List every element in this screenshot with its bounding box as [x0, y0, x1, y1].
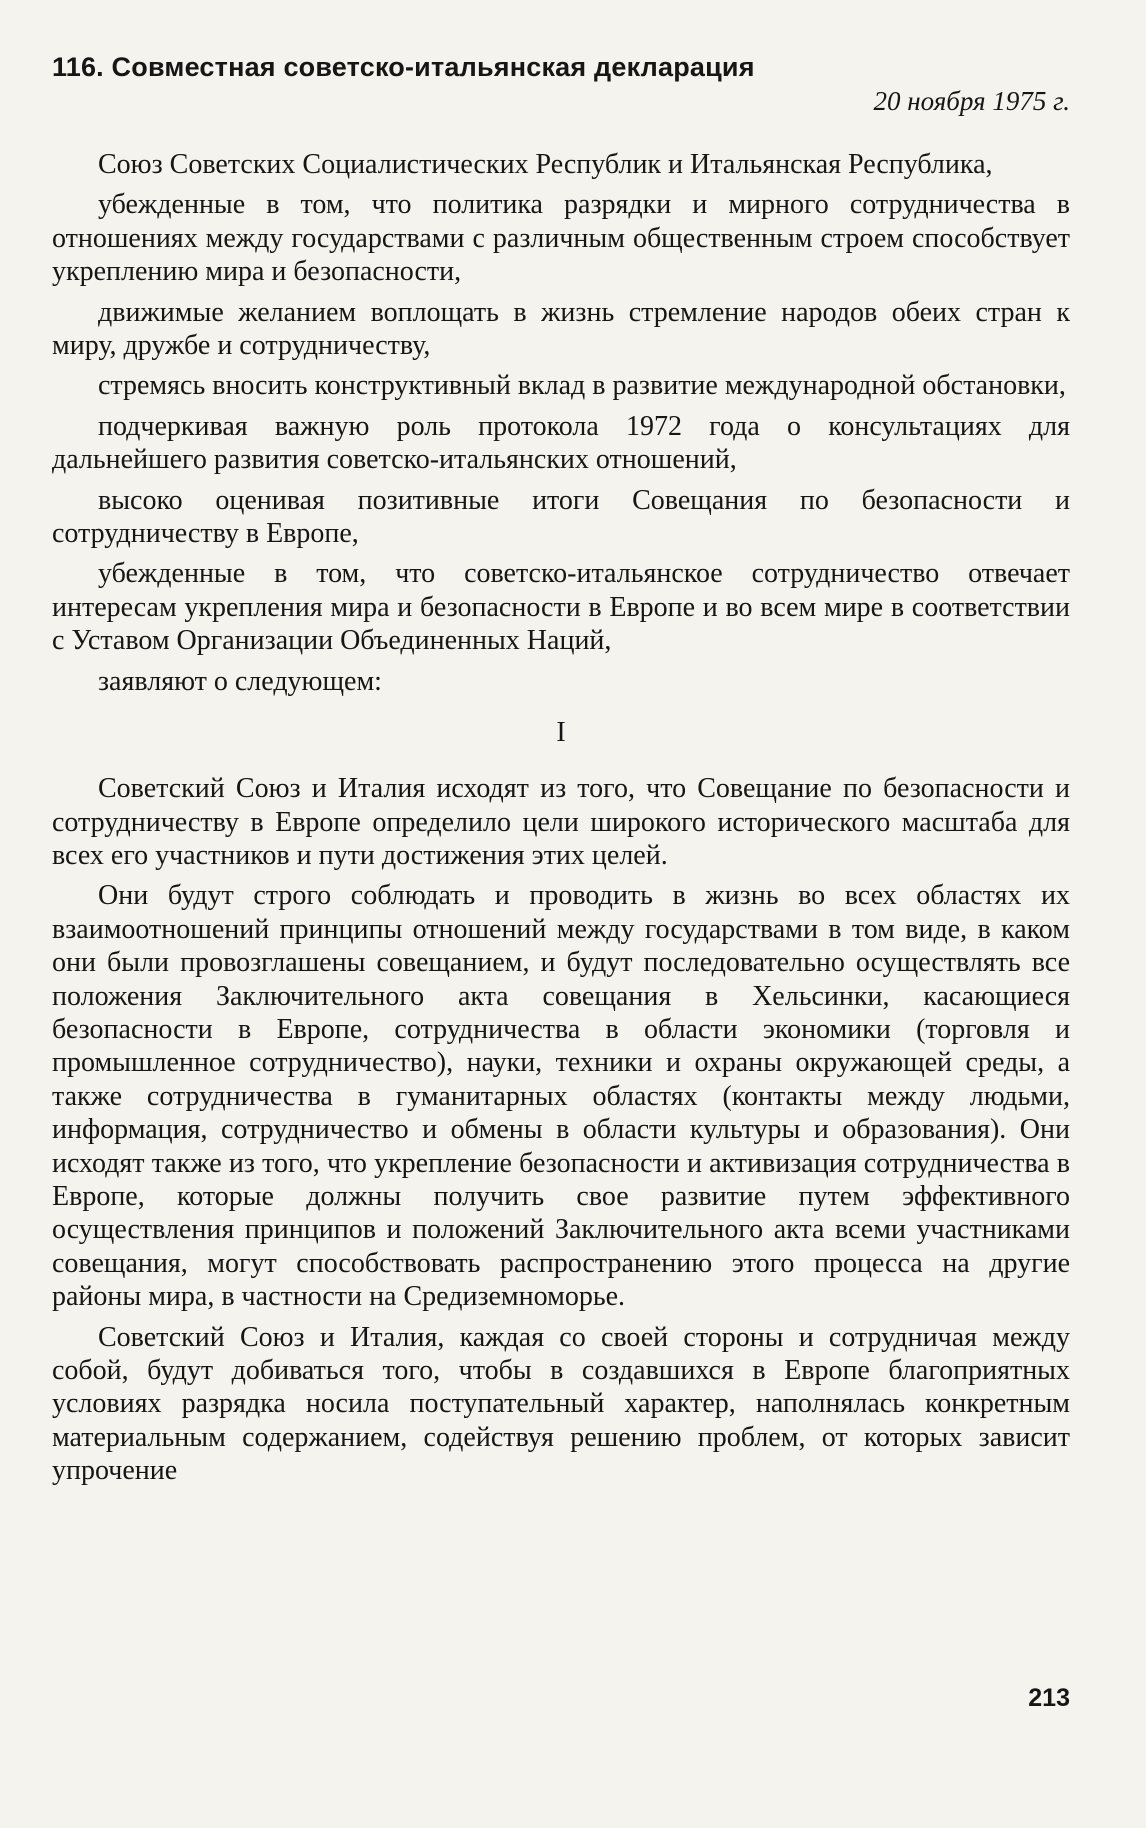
preamble-paragraph: Союз Советских Социалистических Республик и Итальянская Республика,: [98, 149, 993, 180]
body-paragraph: Советский Союз и Италия, каждая со своей стороны и сотрудничая между собой, будут добиваться того, чтобы в создавшихся в Европе благоприятных условиях разрядка носила поступательный характер, наполнялась конкретным материальным содержанием, содействуя решению проблем, от которых зависит упрочение: [52, 1321, 1070, 1487]
preamble-closing: заявляют о следующем:: [98, 665, 382, 697]
section-heading: I: [556, 717, 566, 749]
preamble-paragraph: стремясь вносить конструктивный вклад в развитие международной обстановки,: [98, 370, 1066, 402]
document-title: 116. Совместная советско-итальянская декларация: [52, 52, 755, 82]
document-page: [52, 50, 1070, 1488]
preamble-paragraph: подчеркивая важную роль протокола 1972 года о консультациях для дальнейшего развития советско-итальянских отношений,: [52, 410, 1070, 476]
document-date: 20 ноября 1975 г.: [873, 86, 1070, 116]
page-number: 213: [1028, 1684, 1070, 1712]
body-paragraph: Они будут строго соблюдать и проводить в жизнь во всех областях их взаимоотношений принципы отношений между государствами в том виде, в каком они были провозглашены совещанием, и будут последовательно осуществлять все положения Заключительного акта совещания в Хельсинки, касающиеся безопасности в Европе, сотрудничества в области экономики (торговля и промышленное сотрудничество), науки, техники и охраны окружающей среды, а также сотрудничества в гуманитарных областях (контакты между людьми, информация, сотрудничество и обмены в области культуры и образования). Они исходят также из того, что укрепление безопасности и активизация сотрудничества в Европе, которые должны получить свое развитие путем эффективного осуществления принципов и положений Заключительного акта всеми участниками совещания, могут способствовать распространению этого процесса на другие районы мира, в частности на Средиземноморье.: [52, 880, 1070, 1313]
preamble-paragraph: высоко оценивая позитивные итоги Совещания по безопасности и сотрудничеству в Европе,: [52, 484, 1070, 550]
preamble-paragraph: движимые желанием воплощать в жизнь стремление народов обеих стран к миру, дружбе и сотрудничеству,: [52, 296, 1070, 362]
preamble-paragraph: убежденные в том, что политика разрядки и мирного сотрудничества в отношениях между государствами с различным общественным строем способствует укреплению мира и безопасности,: [52, 189, 1070, 288]
preamble-paragraph: убежденные в том, что советско-итальянское сотрудничество отвечает интересам укрепления мира и безопасности в Европе и во всем мире в соответствии с Уставом Организации Объединенных Наций,: [52, 558, 1070, 657]
body-paragraph: Советский Союз и Италия исходят из того, что Совещание по безопасности и сотрудничеству в Европе определило цели широкого исторического масштаба для всех его участников и пути достижения этих целей.: [52, 773, 1070, 871]
